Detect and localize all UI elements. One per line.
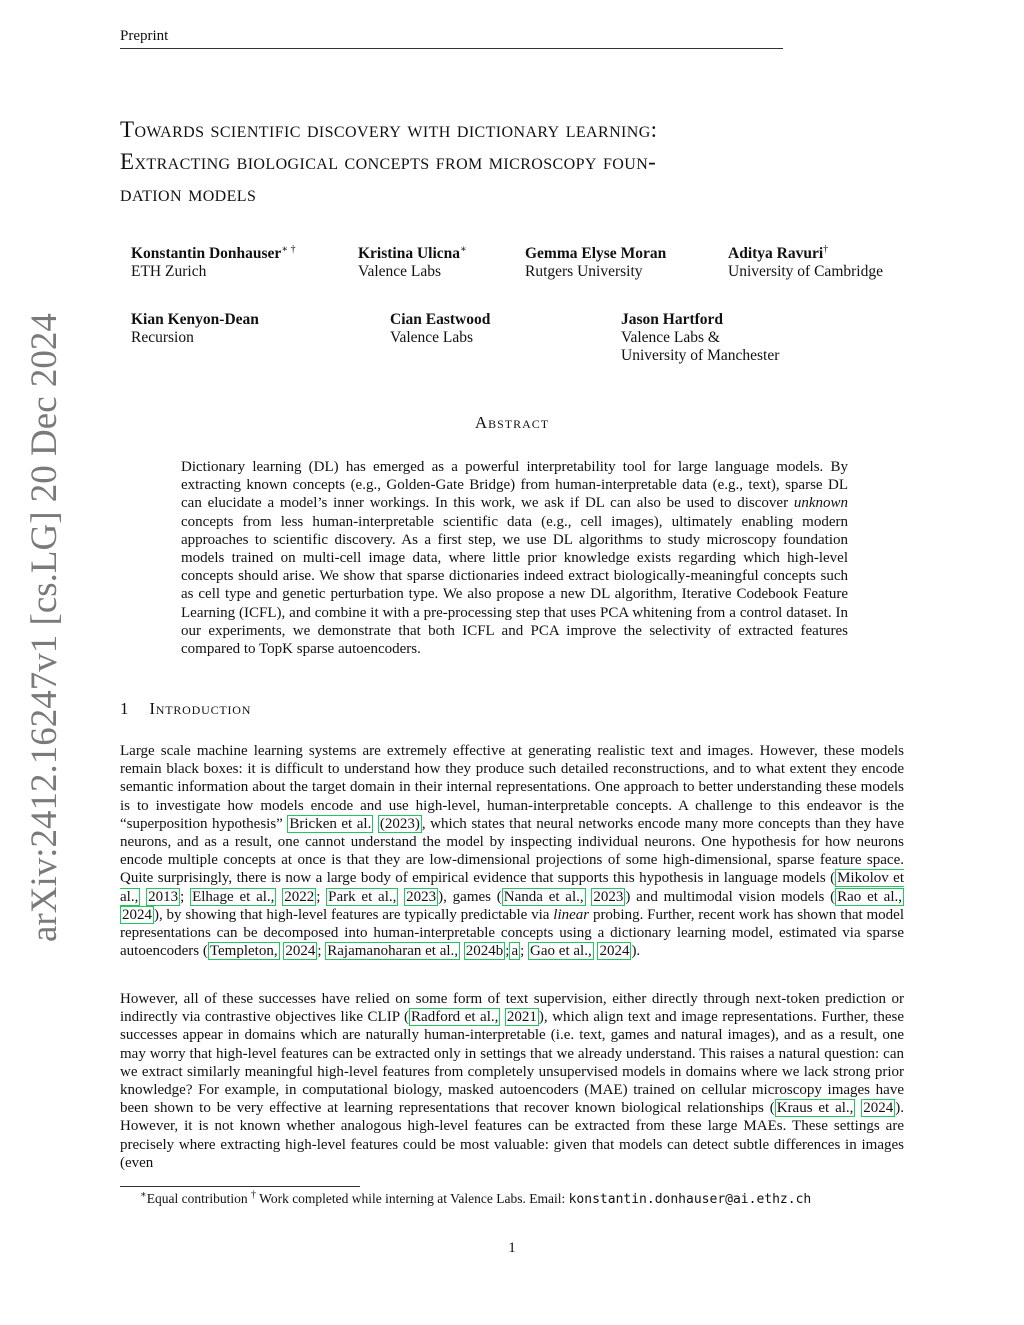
author-name: Kristina Ulicna bbox=[358, 245, 461, 262]
abstract-part: concepts from less human-interpretable scientific data (e.g., cell images), ultimately enabling modern approaches to scientific discovery. As a first step, we use DL algorithms to study microscopy foundation models trained on multi-cell image data, where little prior knowledge exists regarding which high-level concepts should arise. We show that sparse dictionaries indeed extract biologically-meaningful concepts such as cell type and genetic perturbation type. We also propose a new DL algorithm, Iterative Codebook Feature Learning (ICFL), and combine it with a pre-processing step that uses PCA whitening from a control dataset. In our experiments, we demonstrate that both ICFL and PCA improve the selectivity of extracted features compared to TopK sparse autoencoders. bbox=[181, 513, 848, 658]
citation-link[interactable]: 2023 bbox=[593, 888, 624, 905]
text: ). However, it is not known whether analogous high-level features can be extracted from these large MAEs. These settings are precisely where extracting high-level features could be most valuable: given that models can detect subtle differences in images (even bbox=[120, 1100, 904, 1171]
emphasis: linear bbox=[553, 906, 590, 923]
text: ), by showing that high-level features are typically predictable via bbox=[154, 906, 554, 923]
citation-link[interactable]: a bbox=[511, 943, 519, 960]
author-block bbox=[621, 311, 779, 365]
citation-link[interactable]: 2021 bbox=[506, 1009, 537, 1026]
citation-link[interactable]: 2024 bbox=[599, 943, 630, 960]
title-line-2: Extracting biological concepts from microscopy foun- bbox=[120, 149, 657, 174]
abstract-part: Dictionary learning (DL) has emerged as a powerful interpretability tool for large language models. By extracting known concepts (e.g., Golden-Gate Bridge) from human-interpretable data (e.g., text), sparse DL can elucidate a model’s inner workings. In this work, we ask if DL can also be used to discover bbox=[181, 459, 848, 512]
text: Large scale machine learning systems are extremely effective at generating realistic text and images. However, these models remain black boxes: it is difficult to understand how they produce such detailed reconstructions, and to what extent they encode semantic information about the target domain in their internal representations. One approach to better understanding these models is to investigate how models encode and use high-level, human-interpretable concepts. A challenge to this endeavor is the “superposition hypothesis” bbox=[120, 743, 904, 832]
page-number: 1 bbox=[508, 1240, 516, 1256]
text: However, all of these successes have relied on some form of text supervision, either directly through next-token prediction or indirectly via contrastive objectives like CLIP ( bbox=[120, 991, 904, 1026]
text: probing. Further, recent work has shown that model representations can be decomposed into human-interpretable concepts using a dictionary learning model, estimated via sparse autoencoders ( bbox=[120, 906, 904, 960]
title-line-1: Towards scientific discovery with dictionary learning: bbox=[120, 117, 658, 142]
author-affiliation: University of Cambridge bbox=[728, 263, 883, 280]
footnote-mark: † bbox=[251, 1189, 257, 1201]
citation-link[interactable]: Radford et al., bbox=[411, 1009, 499, 1026]
author-marks: † bbox=[823, 243, 829, 255]
citation-link[interactable]: Elhage et al., bbox=[192, 888, 275, 905]
section-title: Introduction bbox=[149, 699, 252, 718]
author-marks: ∗ † bbox=[281, 243, 296, 255]
citation-link[interactable]: Nanda et al., bbox=[503, 888, 584, 905]
email-address[interactable]: konstantin.donhauser@ai.ethz.ch bbox=[568, 1192, 812, 1207]
citation-link[interactable]: Templeton, bbox=[209, 943, 278, 960]
text: ) and multimodal vision models ( bbox=[625, 888, 836, 905]
text: , which states that neural networks encode many more concepts than they have neurons, and as a result, one cannot understand the model by inspecting individual neurons. One hypothesis for how neurons encode multiple concepts at once is that they are low-dimensional projections of some high-dimensional, sparse feature space. Quite surprisingly, there is now a large body of empirical evidence that supports this hypothesis in language models ( bbox=[120, 815, 904, 887]
abstract-heading: Abstract bbox=[474, 413, 550, 432]
citation-link[interactable]: Gao et al., bbox=[530, 943, 592, 960]
author-block bbox=[131, 245, 296, 281]
paper-title bbox=[120, 114, 920, 210]
running-header: Preprint bbox=[120, 28, 169, 44]
author-affiliation: Valence Labs & bbox=[621, 329, 720, 346]
intro-paragraph-1: Large scale machine learning systems are extremely effective at generating realistic text and images. However, these models remain black boxes: it is difficult to understand how they produce such detailed reconstructions, and to what extent they encode semantic information about the target domain in their internal representations. One approach to better understanding these models is to investigate how models encode and use high-level, human-interpretable concepts. A challenge to this endeavor is the “superposition hypothesis” Bricken et al. (2023) , which states that neural networks encode many more concepts than they have neurons, and as a result, one cannot understand the model by inspecting individual neurons. One hypothesis for how neurons encode multiple concepts at once is that they are low-dimensional projections of some high-dimensional, sparse feature space. Quite surprisingly, there is now a large body of empirical evidence that supports this hypothesis in language models ( Mikolov et al., 2013 ; Elhage et al., 2022 ; Park et al., 2023 ), games ( Nanda et al., 2023 ) and multimodal vision models ( Rao et al., 2024 ), by showing that high-level features are typically predictable via linear probing. Further, recent work has shown that model representations can be decomposed into human-interpretable concepts using a dictionary learning model, estimated via sparse autoencoders ( Templeton, 2024 ; Rajamanoharan et al., 2024b ; a ; Gao et al., 2024 ). bbox=[120, 743, 905, 960]
footnote-mark: ∗ bbox=[140, 1189, 147, 1201]
author-block bbox=[131, 311, 259, 347]
citation-link[interactable]: Bricken et al. bbox=[289, 815, 372, 832]
citation-link[interactable]: (2023) bbox=[379, 815, 420, 832]
citation-link[interactable]: 2013 bbox=[148, 888, 179, 905]
author-affiliation: Valence Labs bbox=[390, 329, 474, 346]
citation-link[interactable]: 2024b bbox=[465, 943, 504, 960]
intro-paragraph-2 bbox=[120, 990, 904, 1172]
citation-link[interactable]: 2024 bbox=[863, 1100, 894, 1117]
arxiv-identifier: arXiv:2412.16247v1 [cs.LG] 20 Dec 2024 bbox=[24, 313, 65, 942]
text: ). bbox=[631, 943, 641, 960]
abstract-emphasis: unknown bbox=[793, 495, 848, 512]
author-name: Konstantin Donhauser bbox=[131, 245, 282, 262]
author-affiliation: ETH Zurich bbox=[131, 263, 207, 280]
footnote-rule bbox=[120, 1186, 360, 1187]
author-block bbox=[728, 245, 883, 281]
text: ), which align text and image representations. Further, these successes appear in domains which are naturally human-interpretable (i.e. text, games and natural images), and as a result, one may worry that high-level features can be extracted only in settings that we already understand. This raises a natural question: can we extract similarly meaningful high-level features from completely unsupervised models in domains where we lack strong prior knowledge? For example, in computational biology, masked autoencoders (MAE) trained on cellular microscopy images have been shown to be very effective at learning representations that recover known biological relationships ( bbox=[120, 1009, 904, 1117]
author-marks: ∗ bbox=[460, 243, 467, 255]
author-block bbox=[390, 311, 490, 347]
footnote-text: Work completed while interning at Valence Labs. Email: bbox=[256, 1191, 569, 1206]
citation-link[interactable]: Mikolov et al., bbox=[120, 870, 905, 905]
citation-link[interactable]: Kraus et al., bbox=[776, 1100, 854, 1117]
citation-link[interactable]: 2024 bbox=[122, 906, 152, 923]
title-line-3: dation models bbox=[120, 181, 257, 206]
footnote bbox=[120, 1190, 920, 1209]
author-block bbox=[358, 245, 467, 281]
citation-link[interactable]: 2024 bbox=[285, 943, 316, 960]
author-affiliation: Rutgers University bbox=[525, 263, 643, 280]
author-block bbox=[525, 245, 666, 281]
section-heading bbox=[120, 699, 251, 719]
abstract-text bbox=[181, 458, 848, 658]
author-name: Aditya Ravuri bbox=[728, 245, 824, 262]
author-name: Jason Hartford bbox=[621, 311, 724, 328]
citation-link[interactable]: 2023 bbox=[406, 888, 437, 905]
author-name: Cian Eastwood bbox=[390, 311, 491, 328]
author-affiliation: Recursion bbox=[131, 329, 194, 346]
citation-link[interactable]: Rajamanoharan et al., bbox=[327, 943, 459, 960]
author-affiliation-2: University of Manchester bbox=[621, 347, 780, 364]
footnote-text: Equal contribution bbox=[146, 1191, 252, 1206]
header-rule bbox=[120, 48, 783, 49]
citation-link[interactable]: Park et al., bbox=[328, 888, 397, 905]
text: ), games ( bbox=[438, 888, 502, 905]
author-name: Kian Kenyon-Dean bbox=[131, 311, 259, 328]
section-number: 1 bbox=[120, 699, 130, 718]
citation-link[interactable]: Rao et al., bbox=[837, 888, 902, 905]
citation-link[interactable]: 2022 bbox=[284, 888, 315, 905]
author-affiliation: Valence Labs bbox=[358, 263, 442, 280]
author-name: Gemma Elyse Moran bbox=[525, 245, 667, 262]
